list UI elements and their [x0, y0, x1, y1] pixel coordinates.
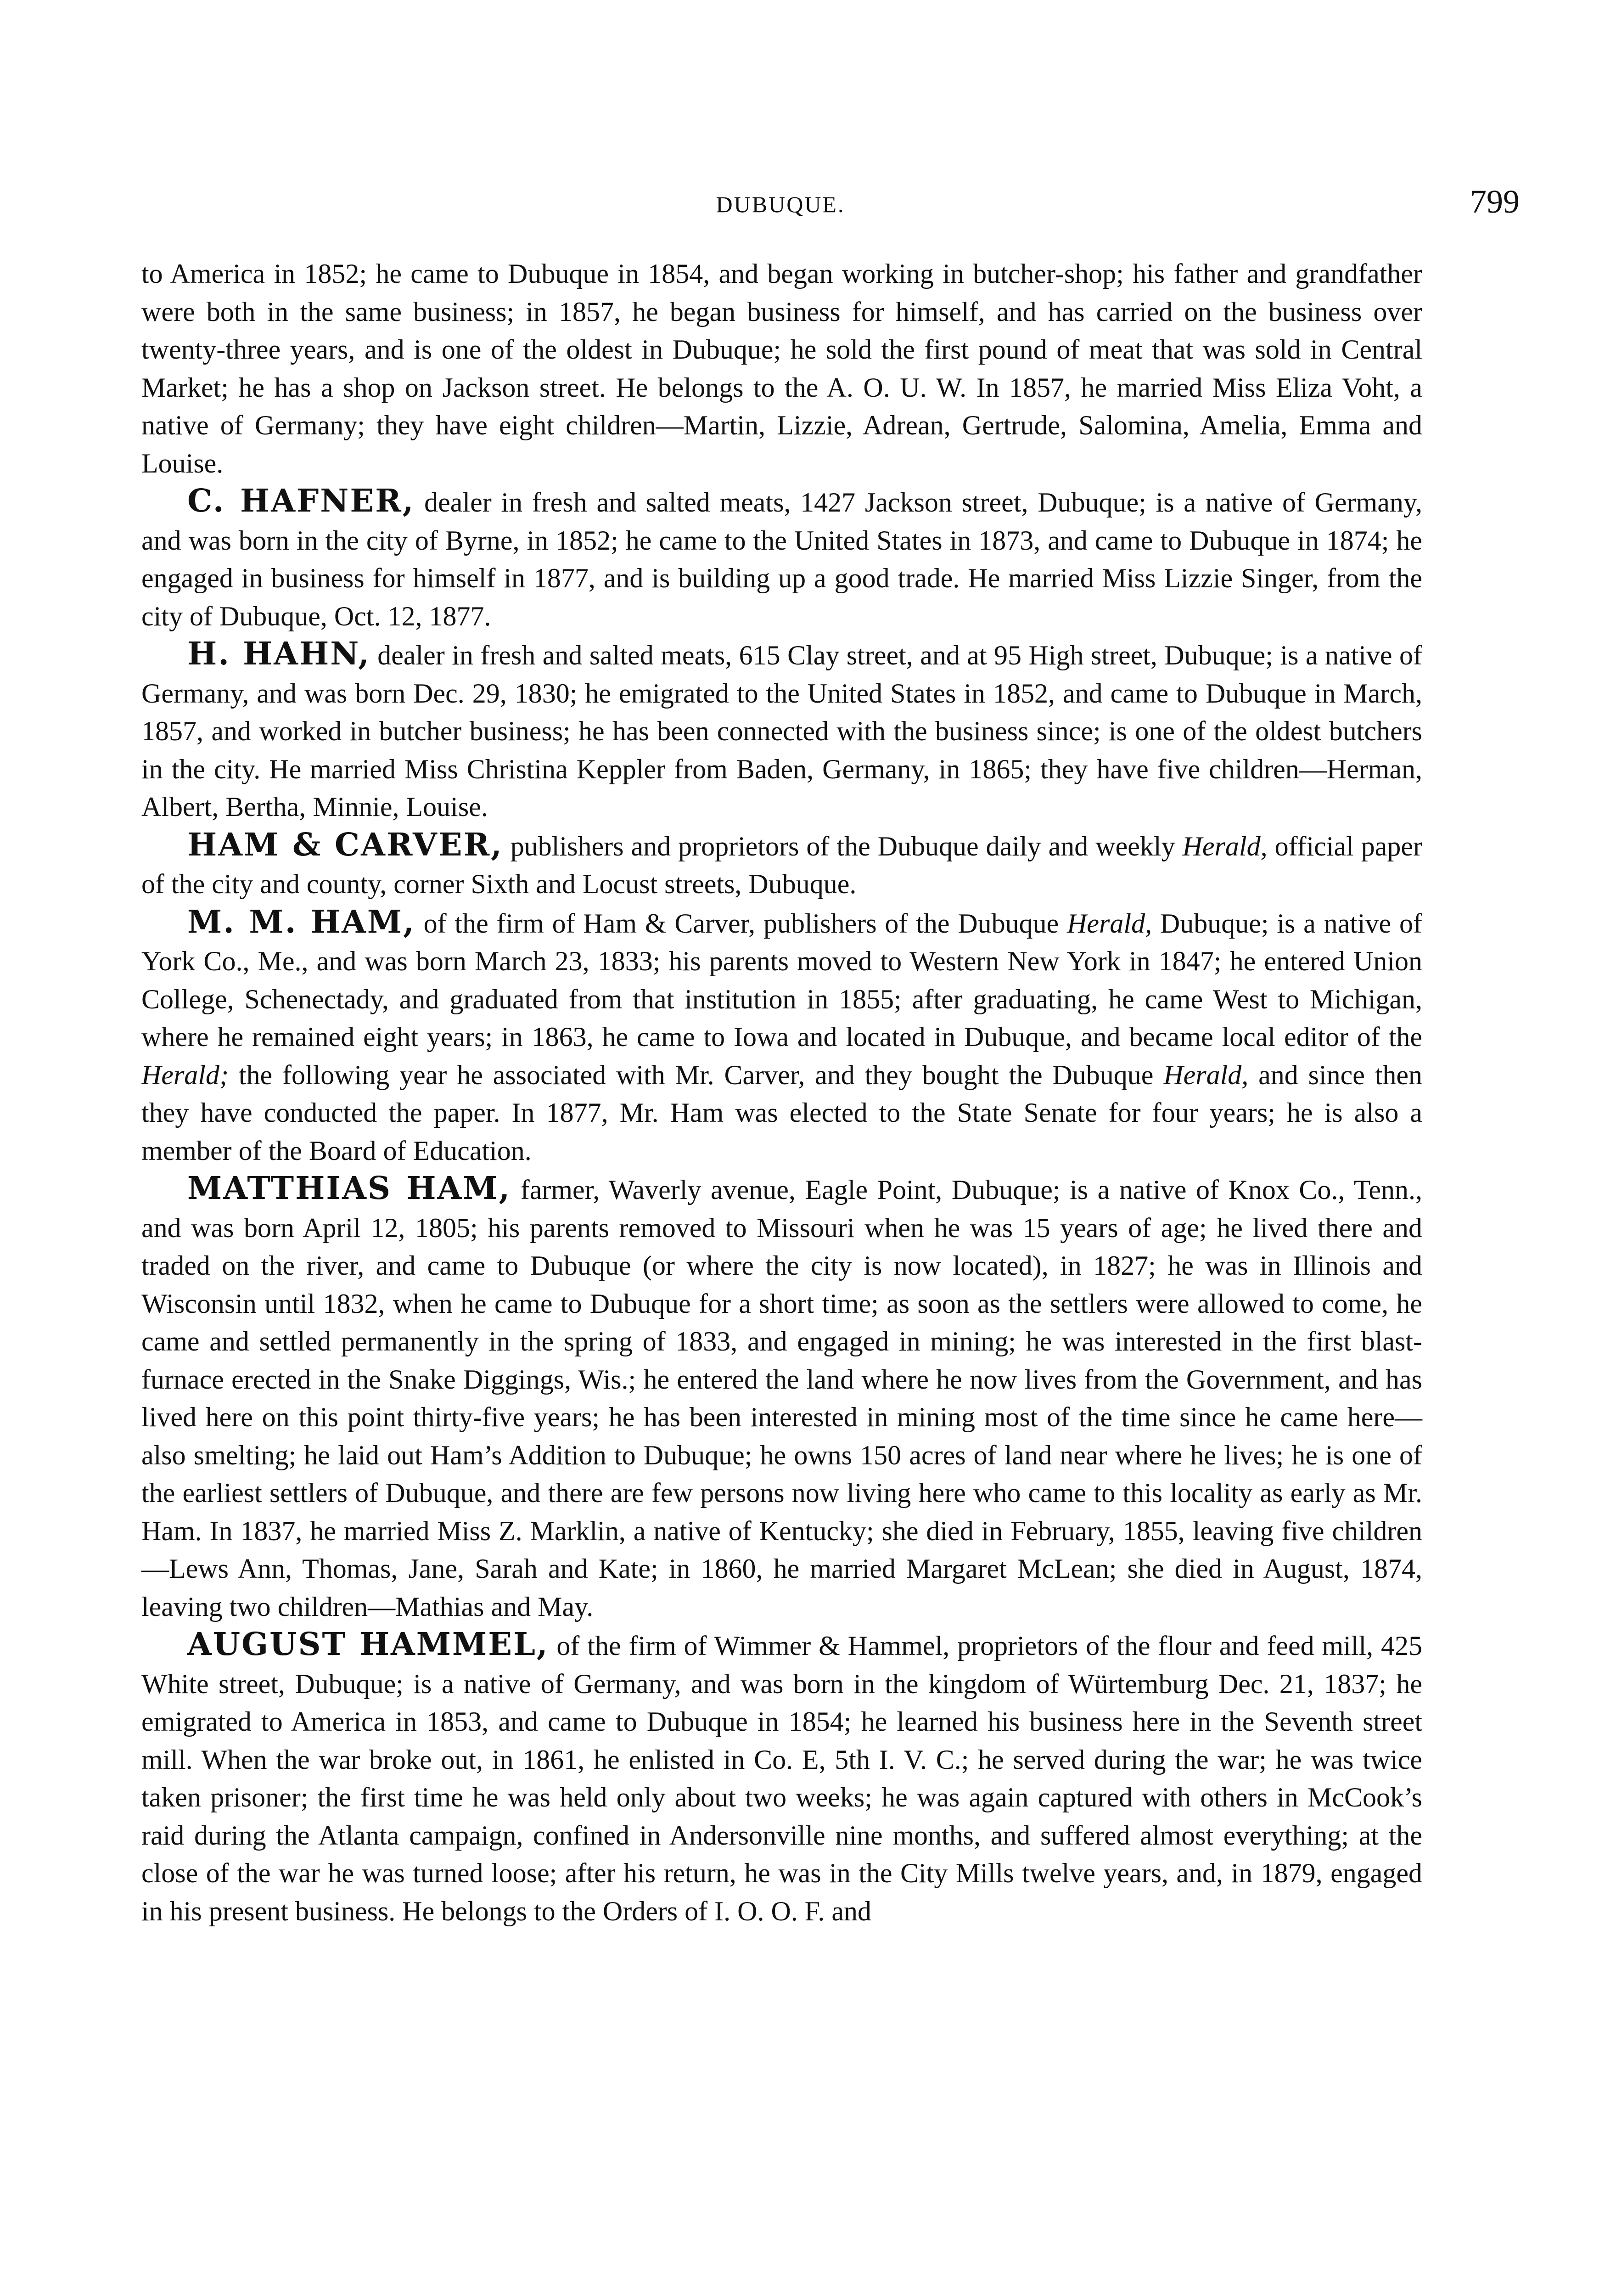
entry-text: the following year he associated with Mr. Carver, and they bought the Dubuque: [228, 1059, 1164, 1090]
entry-heading: AUGUST HAMMEL,: [187, 1626, 549, 1663]
entry-heading: H. HAHN,: [187, 636, 370, 672]
italic-title: Herald,: [1067, 908, 1152, 939]
entry-c-hafner: [141, 482, 1422, 635]
entry-m-m-ham: [141, 903, 1422, 1170]
entry-heading: HAM & CARVER,: [187, 826, 503, 863]
entry-heading: C. HAFNER,: [187, 483, 415, 519]
entry-text: dealer in fresh and salted meats, 615 Clay street, and at 95 High street, Dubuque; is a native of Germany, and was born Dec. 29, 1830; he emigrated to the United States in 1852, and came to Dubuque in March, 1857, and worked in butcher business; he has been connected with the business since; is one of the oldest butchers in the city. He married Miss Christina Keppler from Baden, Germany, in 1865; they have five children—Herman, Albert, Bertha, Minnie, Louise.: [141, 640, 1422, 822]
entry-heading: MATTHIAS HAM,: [187, 1170, 511, 1207]
entry-text: and since then they have conducted the paper. In 1877, Mr. Ham was elected to the State Senate for four years; he is also a member of the Board of Education.: [141, 1059, 1422, 1166]
entry-h-hahn: [141, 635, 1422, 826]
continuation-paragraph: [141, 255, 1422, 482]
entry-text: official paper of the city and county, corner Sixth and Locust streets, Dubuque.: [141, 831, 1422, 899]
entry-august-hammel: [141, 1626, 1422, 1930]
body-text: [141, 255, 1422, 1930]
entry-ham-carver: [141, 826, 1422, 903]
entry-text: of the firm of Wimmer & Hammel, proprietors of the flour and feed mill, 425 White street, Dubuque; is a native of Germany, and was born in the kingdom of Würtemburg Dec. 21, 1837; he emigrated to America in 1853, and came to Dubuque in 1854; he learned his business here in the Seventh street mill. When the war broke out, in 1861, he enlisted in Co. E, 5th I. V. C.; he served during the war; he was twice taken prisoner; the first time he was held only about two weeks; he was again captured with others in McCook’s raid during the Atlanta campaign, confined in Andersonville nine months, and suffered almost everything; at the close of the war he was turned loose; after his return, he was in the City Mills twelve years, and, in 1879, engaged in his present business. He belongs to the Orders of I. O. O. F. and: [141, 1631, 1422, 1926]
entry-text: to America in 1852; he came to Dubuque in 1854, and began working in butcher-shop; his father and grandfather were both in the same business; in 1857, he began business for himself, and has carried on the business over twenty-three years, and is one of the oldest in Dubuque; he sold the first pound of meat that was sold in Central Market; he has a shop on Jackson street. He belongs to the A. O. U. W. In 1857, he married Miss Eliza Voht, a native of Germany; they have eight children—Martin, Lizzie, Adrean, Gertrude, Salomina, Amelia, Emma and Louise.: [141, 259, 1422, 478]
page-number: 799: [1470, 183, 1520, 220]
running-title: DUBUQUE.: [716, 191, 845, 217]
italic-title: Herald,: [1163, 1059, 1249, 1090]
entry-text: farmer, Waverly avenue, Eagle Point, Dubuque; is a native of Knox Co., Tenn., and was born April 12, 1805; his parents removed to Missouri when he was 15 years of age; he lived there and traded on the river, and came to Dubuque (or where the city is now located), in 1827; he was in Illinois and Wisconsin until 1832, when he came to Dubuque for a short time; as soon as the settlers were allowed to come, he came and settled permanently in the spring of 1833, and engaged in mining; he was interested in the first blast-furnace erected in the Snake Diggings, Wis.; he entered the land where he now lives from the Government, and has lived here on this point thirty-five years; he has been interested in mining most of the time since he came here—also smelting; he laid out Ham’s Addition to Dubuque; he owns 150 acres of land near where he lives; he is one of the earliest settlers of Dubuque, and there are few persons now living here who came to this locality as early as Mr. Ham. In 1837, he married Miss Z. Marklin, a native of Kentucky; she died in February, 1855, leaving five children—Lews Ann, Thomas, Jane, Sarah and Kate; in 1860, he married Margaret McLean; she died in August, 1874, leaving two children—Mathias and May.: [141, 1175, 1422, 1622]
entry-text: of the firm of Ham & Carver, publishers of the Dubuque: [415, 908, 1067, 939]
italic-title: Herald;: [141, 1059, 229, 1090]
entry-heading: M. M. HAM,: [187, 903, 415, 940]
entry-text: publishers and proprietors of the Dubuque daily and weekly: [503, 831, 1183, 861]
entry-text: Dubuque; is a native of York Co., Me., and was born March 23, 1833; his parents moved to Western New York in 1847; he entered Union College, Schenectady, and graduated from that institution in 1855; after graduating, he came West to Michigan, where he remained eight years; in 1863, he came to Iowa and located in Dubuque, and became local editor of the: [141, 908, 1422, 1052]
entry-text: dealer in fresh and salted meats, 1427 Jackson street, Dubuque; is a native of Germany, and was born in the city of Byrne, in 1852; he came to the United States in 1873, and came to Dubuque in 1874; he engaged in business for himself in 1877, and is building up a good trade. He married Miss Lizzie Singer, from the city of Dubuque, Oct. 12, 1877.: [141, 487, 1422, 631]
running-head: [138, 183, 1520, 223]
italic-title: Herald,: [1182, 831, 1268, 861]
entry-matthias-ham: [141, 1170, 1422, 1626]
